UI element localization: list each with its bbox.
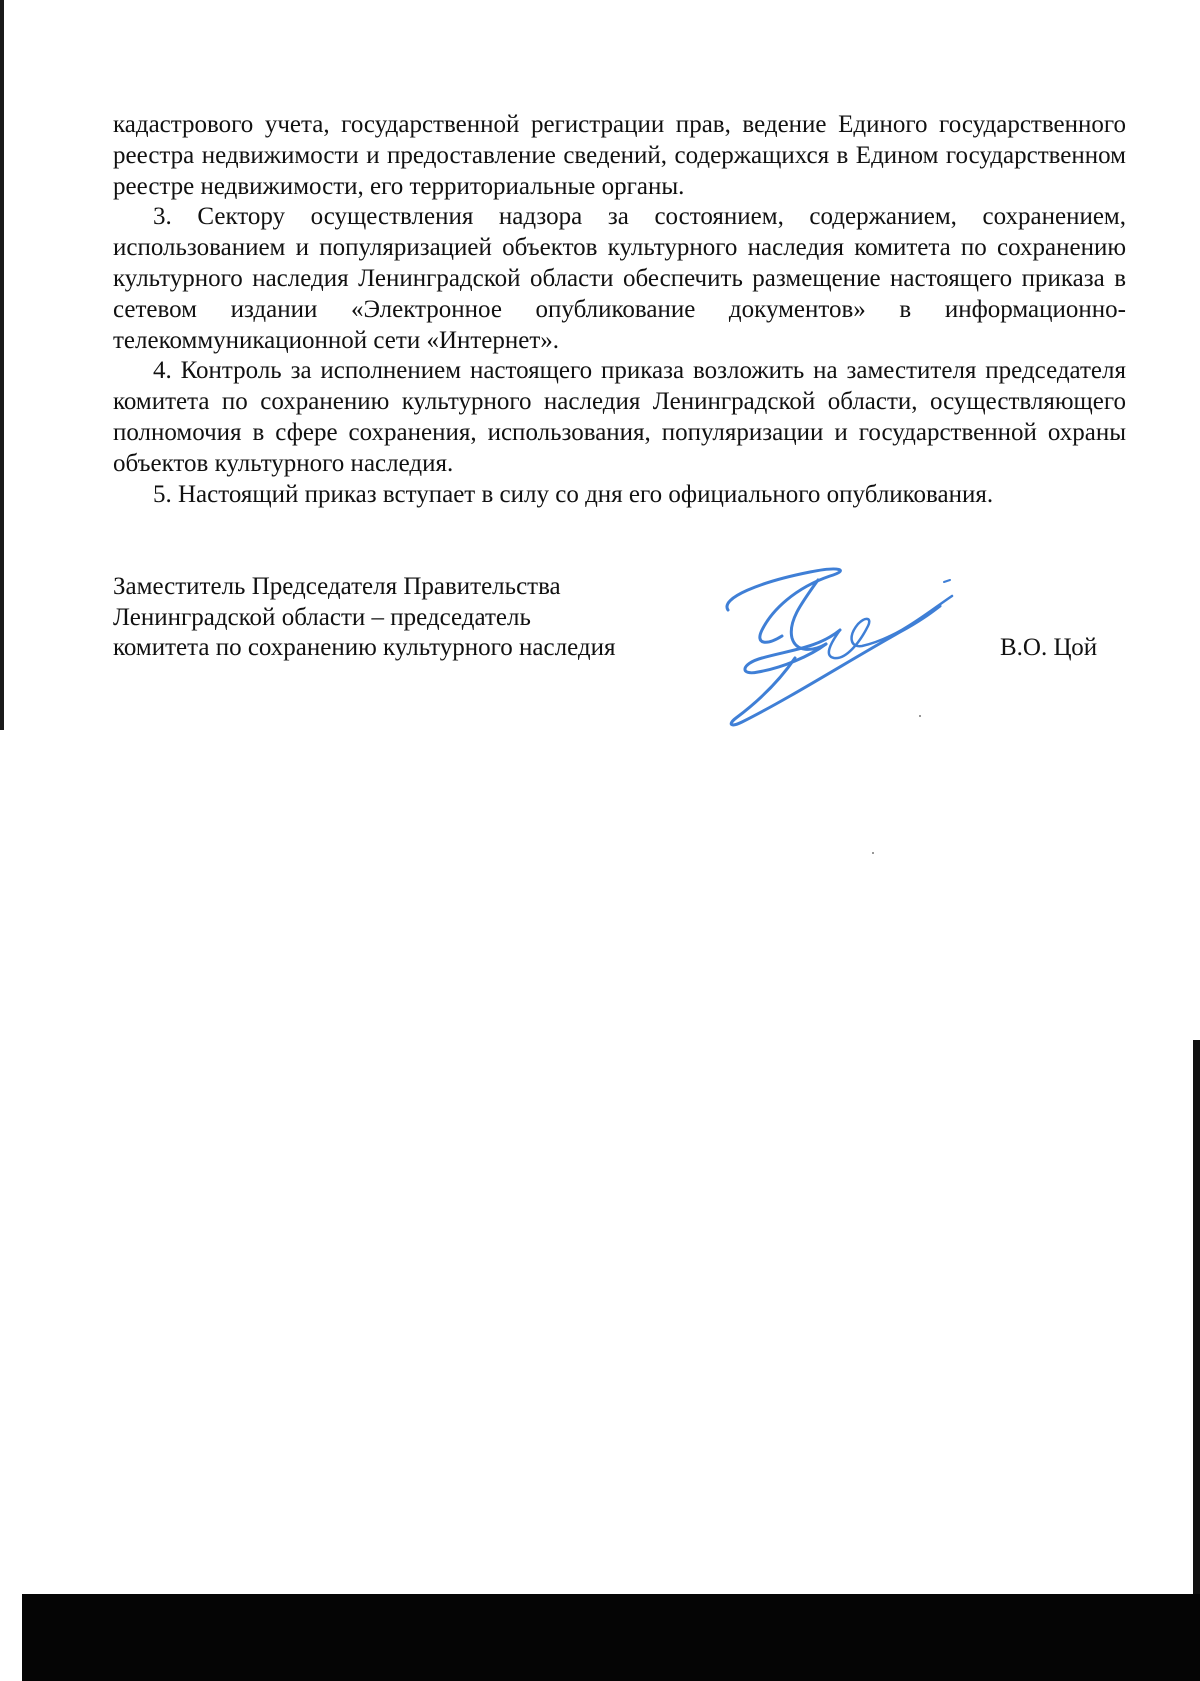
signatory-title [113, 572, 733, 664]
signatory-title-line-2: Ленинградской области – председатель [113, 603, 531, 631]
scan-edge-left [0, 0, 4, 730]
document-body [113, 110, 1126, 510]
paragraph-item-5: 5. Настоящий приказ вступает в силу со дня его официального опубликования. [153, 480, 994, 508]
paragraph-item-4: 4. Контроль за исполнением настоящего приказа возложить на заместителя председателя комитета по сохранению культурного наследия Ленинградской области, осуществляющего полномочия в сфере сохранения, использования, популяризации и государственной охраны объектов культурного наследия. [113, 357, 1126, 477]
signatory-name: В.О. Цой [1000, 634, 1098, 661]
signature-tick [944, 580, 950, 582]
scan-edge-right [1193, 1040, 1200, 1600]
paragraph-continuation: кадастрового учета, государственной регистрации прав, ведение Единого государственного реестра недвижимости и предоставление сведений, содержащихся в Едином государственном реестре недвижимости, его территориальные органы. [113, 111, 1126, 200]
signatory-title-line-1: Заместитель Председателя Правительства [113, 573, 561, 600]
scan-speck [919, 715, 921, 717]
signature-stroke-4 [829, 596, 952, 658]
signature-stroke-2 [791, 580, 826, 649]
signature-stroke-1 [727, 569, 840, 642]
signatory-title-line-3: комитета по сохранению культурного наследия [113, 634, 616, 661]
scan-speck [872, 852, 874, 854]
scan-bottom-border [22, 1594, 1200, 1681]
handwritten-signature [700, 560, 1020, 760]
signature-stroke-5 [731, 606, 940, 725]
paragraph-item-3: 3. Сектору осуществления надзора за состоянием, содержанием, сохранением, использованием и популяризацией объектов культурного наследия комитета по сохранению культурного наследия Ленинградской области обеспечить размещение настоящего приказа в сетевом издании «Электронное опубликование документов» в информационно-телекоммуникационной сети «Интернет». [113, 203, 1126, 354]
